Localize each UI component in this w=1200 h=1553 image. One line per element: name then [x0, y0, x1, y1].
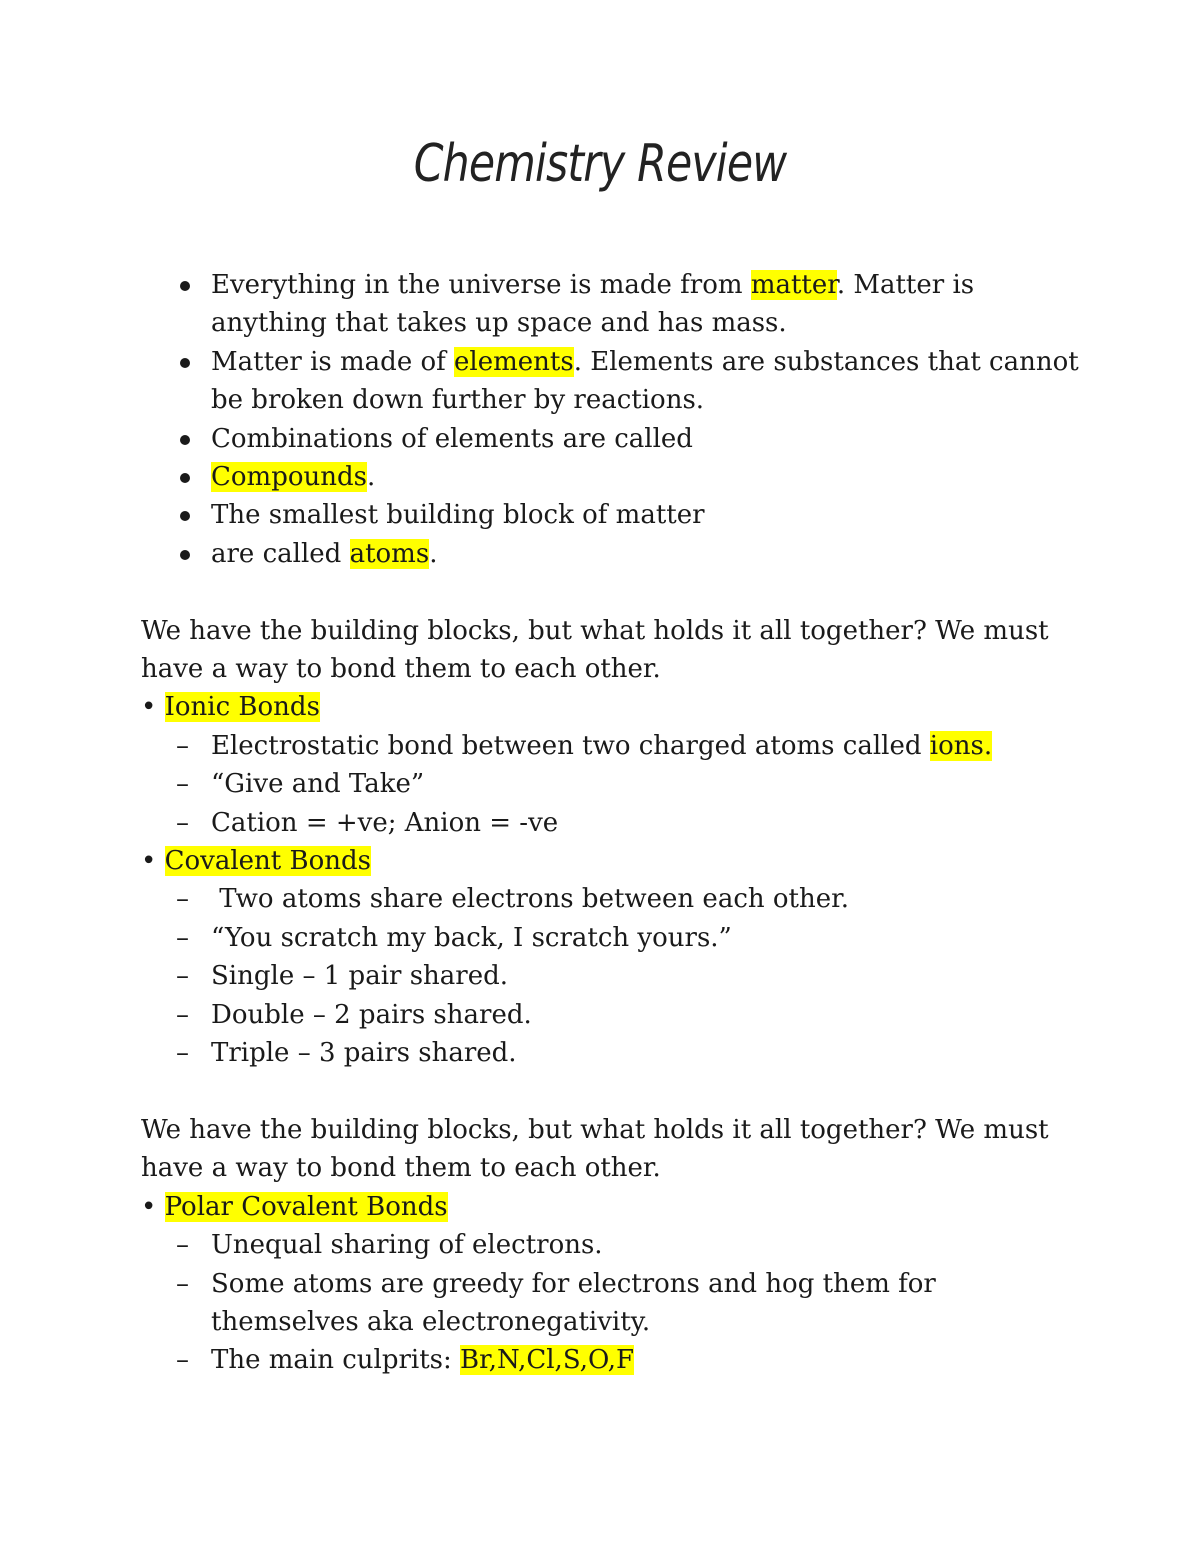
item-text: Double – 2 pairs shared.	[211, 999, 532, 1030]
list-item	[141, 957, 1081, 995]
dash-icon: –	[176, 1230, 189, 1261]
highlighted-term: matter	[750, 270, 837, 300]
dash-icon: –	[176, 1345, 189, 1376]
item-text: .	[366, 462, 376, 493]
bullet-dot-icon	[180, 281, 190, 291]
list-item	[141, 919, 1081, 957]
polar-dash-list	[141, 1226, 1081, 1380]
item-text: .	[429, 538, 438, 569]
intro-bullet-list	[141, 266, 1081, 573]
list-item	[141, 996, 1081, 1034]
bullet-dot-icon	[180, 358, 190, 368]
item-text: Combinations of elements are called	[211, 423, 693, 454]
dash-icon: –	[176, 1268, 189, 1299]
list-item	[141, 1034, 1081, 1072]
list-item	[141, 1341, 1081, 1379]
section-heading-covalent	[141, 842, 1081, 880]
list-item	[141, 1265, 1081, 1342]
list-item	[141, 496, 1081, 534]
document-body	[141, 266, 1081, 1380]
item-text: Some atoms are greedy for electrons and hog them for themselves aka electronegativity.	[211, 1268, 936, 1337]
section-heading-polar-covalent	[141, 1188, 1081, 1226]
bullet-dot-icon	[180, 473, 190, 483]
highlighted-term: Covalent Bonds	[164, 846, 371, 877]
dash-icon: –	[176, 999, 189, 1030]
section-heading-ionic	[141, 688, 1081, 726]
list-item	[141, 458, 1081, 496]
heading-bullet: •	[141, 692, 165, 723]
covalent-dash-list	[141, 880, 1081, 1072]
item-text: Single – 1 pair shared.	[211, 961, 509, 992]
bullet-dot-icon	[180, 550, 190, 560]
item-text: “You scratch my back, I scratch yours.”	[211, 922, 732, 953]
dash-icon: –	[176, 769, 189, 800]
item-text: The smallest building block of matter	[211, 500, 705, 531]
dash-icon: –	[176, 884, 189, 915]
ionic-dash-list	[141, 727, 1081, 842]
dash-icon: –	[176, 961, 189, 992]
dash-icon: –	[176, 922, 189, 953]
dash-icon: –	[176, 807, 189, 838]
item-text: Electrostatic bond between two charged atoms called	[211, 730, 930, 761]
item-text: Cation = +ve; Anion = -ve	[211, 807, 559, 838]
item-text: Triple – 3 pairs shared.	[211, 1038, 517, 1069]
highlighted-term: Ionic Bonds	[164, 692, 320, 723]
highlighted-term: ions.	[929, 730, 993, 761]
list-item	[141, 1226, 1081, 1264]
bullet-dot-icon	[180, 511, 190, 521]
list-item	[141, 765, 1081, 803]
list-item	[141, 266, 1081, 343]
highlighted-term: Br,N,Cl,S,O,F	[460, 1345, 635, 1376]
highlighted-term: atoms	[349, 538, 430, 569]
list-item	[141, 880, 1081, 918]
item-text: Matter is made of	[211, 346, 455, 377]
dash-icon: –	[176, 1038, 189, 1069]
item-text: “Give and Take”	[211, 769, 425, 800]
list-item	[141, 343, 1081, 420]
list-item	[141, 804, 1081, 842]
item-text: . Matter is anything that takes up space and has mass.	[211, 270, 975, 339]
paragraph: We have the building blocks, but what holds it all together? We must have a way to bond them to each other.	[141, 1114, 1049, 1184]
item-text: Two atoms share electrons between each other.	[211, 884, 849, 915]
item-text: Unequal sharing of electrons.	[211, 1230, 603, 1261]
item-text: The main culprits:	[211, 1345, 461, 1376]
heading-bullet: •	[141, 1191, 165, 1222]
item-text: . Elements are substances that cannot be broken down further by reactions.	[211, 346, 1079, 416]
item-text: are called	[211, 538, 350, 569]
item-text: Everything in the universe is made from	[211, 270, 751, 300]
list-item	[141, 420, 1081, 458]
heading-bullet: •	[141, 846, 165, 877]
paragraph: We have the building blocks, but what holds it all together? We must have a way to bond them to each other.	[141, 615, 1049, 685]
highlighted-term: elements	[454, 346, 574, 377]
list-item	[141, 727, 1081, 765]
highlighted-term: Polar Covalent Bonds	[164, 1191, 448, 1222]
dash-icon: –	[176, 730, 189, 761]
page-title: Chemistry Review	[413, 134, 787, 194]
bullet-dot-icon	[180, 435, 190, 445]
highlighted-term: Compounds	[211, 462, 367, 493]
list-item	[141, 535, 1081, 573]
